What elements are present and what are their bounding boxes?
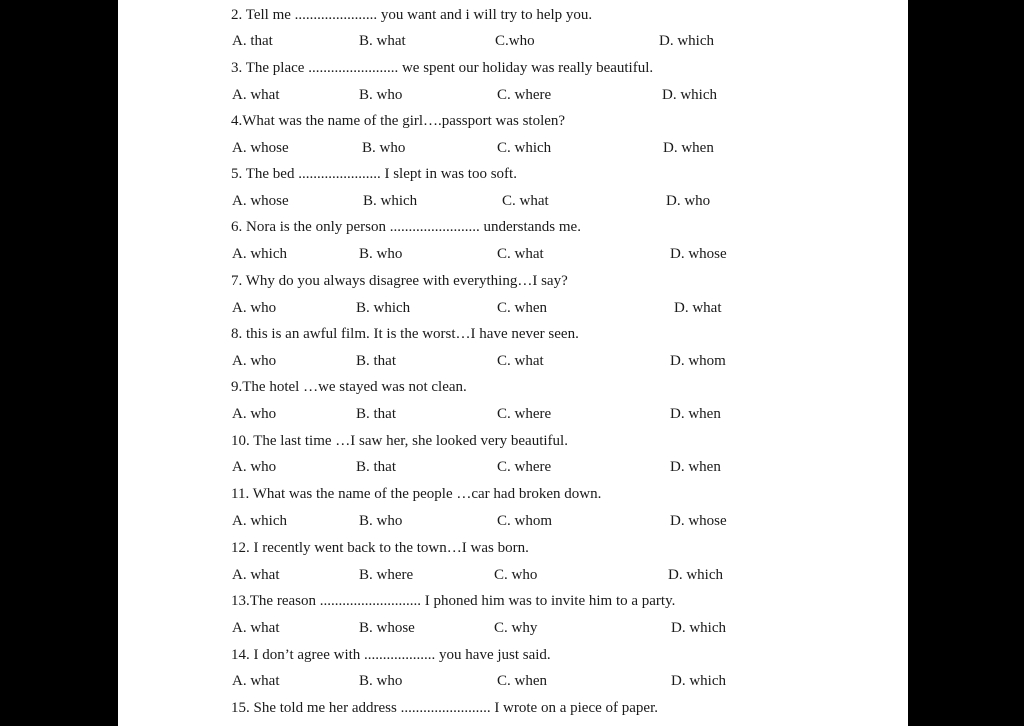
option-b: B. which (356, 300, 411, 316)
option-a: A. what (232, 87, 280, 103)
option-a: A. who (232, 459, 277, 475)
question-4 (231, 112, 565, 130)
option-a: A. which (232, 513, 287, 529)
question-10 (231, 432, 568, 450)
question-text-end: you have just said. (439, 647, 551, 663)
option-c: C. where (497, 406, 552, 422)
question-11 (231, 485, 601, 503)
option-c: C. who (494, 567, 538, 583)
option-d: D. which (671, 620, 726, 636)
question-number: 3. (231, 60, 243, 76)
option-c: C.who (495, 33, 535, 49)
question-text: What was the name of the girl….passport was stolen? (242, 113, 566, 129)
option-b: B. who (359, 87, 403, 103)
option-d: D. what (674, 300, 722, 316)
option-d: D. which (671, 673, 726, 689)
option-a: A. what (232, 673, 280, 689)
option-a: A. whose (232, 193, 289, 209)
option-b: B. where (359, 567, 414, 583)
option-d: D. when (663, 140, 714, 156)
option-a: A. whose (232, 140, 289, 156)
question-number: 7. (231, 273, 243, 289)
question-5 (231, 165, 517, 183)
question-text: The last time …I saw her, she looked very beautiful. (253, 433, 568, 449)
option-d: D. which (662, 87, 717, 103)
option-a: A. that (232, 33, 273, 49)
answer-blank: ...................... (294, 7, 378, 23)
question-3 (231, 59, 653, 77)
option-a: A. who (232, 353, 277, 369)
option-c: C. whom (497, 513, 553, 529)
answer-blank: ...................... (298, 166, 381, 182)
answer-blank: ................... (364, 647, 436, 663)
option-c: C. what (497, 353, 544, 369)
question-text: Why do you always disagree with everything…I say? (245, 273, 568, 289)
question-text-end: you want and i will try to help you. (380, 7, 593, 23)
question-text-end: understands me. (483, 219, 581, 235)
question-number: 4. (231, 113, 243, 129)
question-15 (231, 699, 658, 717)
option-d: D. whose (670, 513, 727, 529)
answer-blank: ........................... (319, 593, 421, 609)
option-b: B. who (362, 140, 406, 156)
question-number: 6. (231, 219, 243, 235)
option-c: C. when (497, 673, 547, 689)
question-text: I don’t agree with (253, 647, 361, 663)
question-number: 13. (231, 593, 250, 609)
option-a: A. which (232, 246, 287, 262)
question-text: Nora is the only person (246, 219, 386, 235)
option-b: B. that (356, 353, 396, 369)
question-text-end: I phoned him was to invite him to a party. (424, 593, 676, 609)
question-text: I recently went back to the town…I was born. (253, 540, 529, 556)
option-c: C. which (497, 140, 552, 156)
question-number: 8. (231, 326, 243, 342)
option-c: C. when (497, 300, 547, 316)
option-d: D. which (659, 33, 714, 49)
question-text: Tell me (245, 7, 291, 23)
question-13 (231, 592, 675, 610)
question-2 (231, 6, 592, 24)
question-number: 2. (231, 7, 243, 23)
option-d: D. when (670, 406, 721, 422)
option-b: B. that (356, 406, 396, 422)
question-text: The place (245, 60, 305, 76)
answer-blank: ........................ (308, 60, 399, 76)
question-text-end: we spent our holiday was really beautiful. (401, 60, 654, 76)
option-c: C. what (502, 193, 549, 209)
question-text: The reason (249, 593, 316, 609)
option-c: C. what (497, 246, 544, 262)
question-text: The hotel …we stayed was not clean. (242, 379, 467, 395)
option-a: A. what (232, 620, 280, 636)
option-b: B. who (359, 673, 403, 689)
answer-blank: ........................ (389, 219, 480, 235)
question-text: She told me her address (253, 700, 397, 716)
option-d: D. which (668, 567, 723, 583)
option-b: B. which (363, 193, 418, 209)
question-number: 12. (231, 540, 250, 556)
answer-blank: ........................ (400, 700, 491, 716)
question-number: 11. (231, 486, 250, 502)
option-b: B. whose (359, 620, 415, 636)
question-number: 9. (231, 379, 243, 395)
question-14 (231, 646, 551, 664)
option-a: A. who (232, 406, 277, 422)
option-a: A. who (232, 300, 277, 316)
option-a: A. what (232, 567, 280, 583)
question-text: The bed (245, 166, 295, 182)
question-number: 14. (231, 647, 250, 663)
option-b: B. that (356, 459, 396, 475)
question-number: 5. (231, 166, 243, 182)
question-number: 15. (231, 700, 250, 716)
question-text-end: I slept in was too soft. (384, 166, 517, 182)
option-c: C. why (494, 620, 538, 636)
option-c: C. where (497, 459, 552, 475)
option-d: D. who (666, 193, 711, 209)
question-7 (231, 272, 568, 290)
option-d: D. whose (670, 246, 727, 262)
option-c: C. where (497, 87, 552, 103)
option-b: B. who (359, 513, 403, 529)
question-9 (231, 378, 467, 396)
question-6 (231, 218, 581, 236)
question-text-end: I wrote on a piece of paper. (494, 700, 658, 716)
question-12 (231, 539, 529, 557)
question-number: 10. (231, 433, 250, 449)
question-text: What was the name of the people …car had broken down. (252, 486, 602, 502)
option-d: D. when (670, 459, 721, 475)
option-b: B. who (359, 246, 403, 262)
question-text: this is an awful film. It is the worst…I have never seen. (246, 326, 579, 342)
option-d: D. whom (670, 353, 726, 369)
worksheet-page (118, 0, 908, 726)
question-8 (231, 325, 579, 343)
option-b: B. what (359, 33, 406, 49)
